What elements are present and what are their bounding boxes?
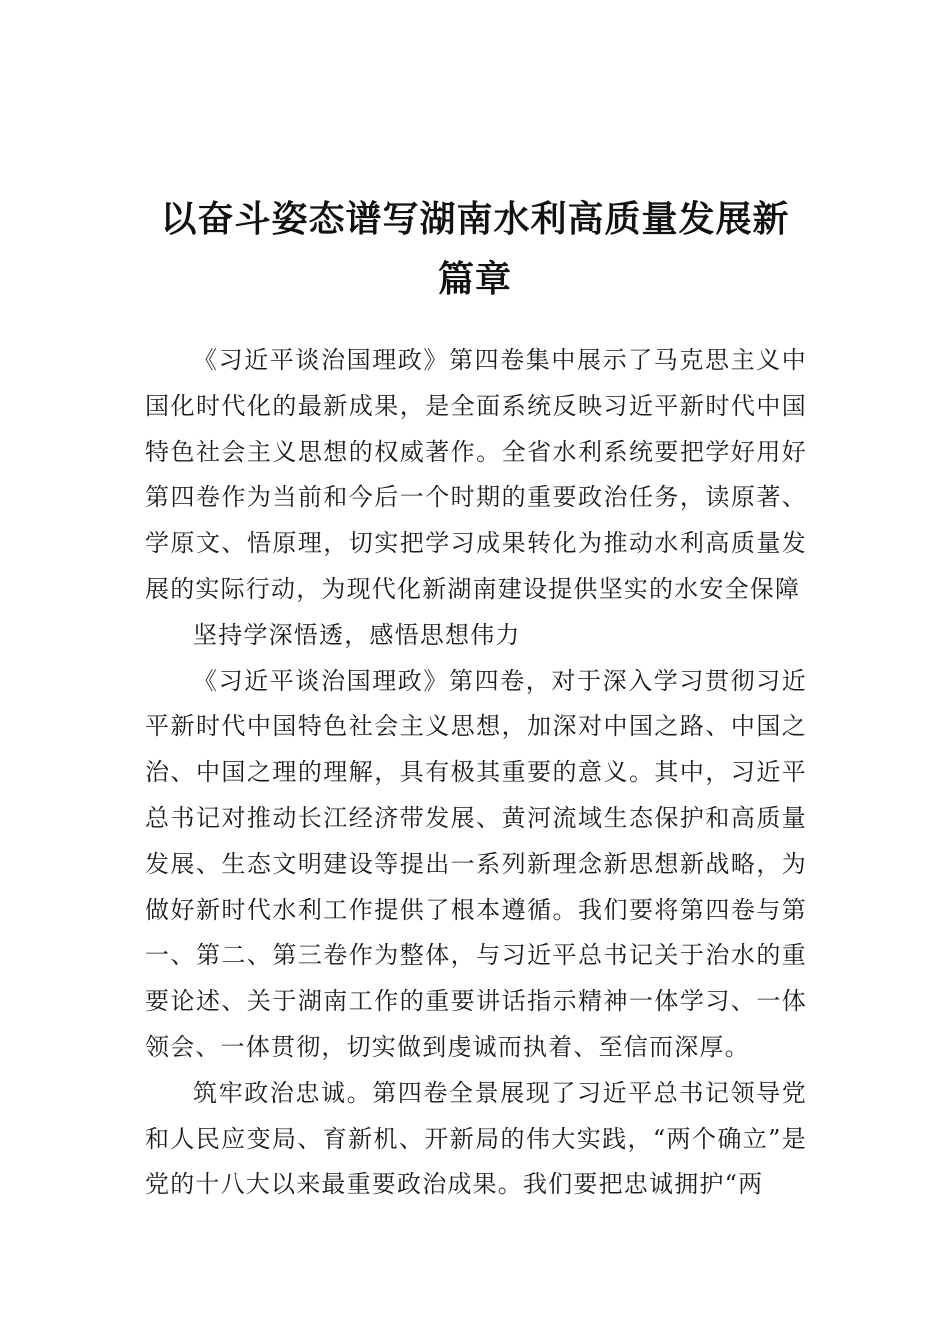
document-body bbox=[145, 338, 807, 1208]
document-title: 以奋斗姿态谱写湖南水利高质量发展新篇章 bbox=[160, 199, 790, 301]
paragraph-political-loyalty: 筑牢政治忠诚。第四卷全景展现了习近平总书记领导党和人民应变局、育新机、开新局的伟大实践，“两个确立”是党的十八大以来最重要政治成果。我们要把忠诚拥护“两 bbox=[145, 1078, 807, 1199]
paragraph-body: 《习近平谈治国理政》第四卷，对于深入学习贯彻习近平新时代中国特色社会主义思想，加深对中国之路、中国之治、中国之理的理解，具有极其重要的意义。其中，习近平总书记对推动长江经济带发展、黄河流域生态保护和高质量发展、生态文明建设等提出一系列新理念新思想新战略，为做好新时代水利工作提供了根本遵循。我们要将第四卷与第一、第二、第三卷作为整体，与习近平总书记关于治水的重要论述、关于湖南工作的重要讲话指示精神一体学习、一体领会、一体贯彻，切实做到虔诚而执着、至信而深厚。 bbox=[145, 666, 807, 1061]
paragraph-intro: 《习近平谈治国理政》第四卷集中展示了马克思主义中国化时代化的最新成果，是全面系统反映习近平新时代中国特色社会主义思想的权威著作。全省水利系统要把学好用好第四卷作为当前和今后一个时期的重要政治任务，读原著、学原文、悟原理，切实把学习成果转化为推动水利高质量发展的实际行动，为现代化新湖南建设提供坚实的水安全保障 bbox=[145, 346, 807, 603]
section-heading: 坚持学深悟透，感悟思想伟力 bbox=[193, 620, 521, 649]
